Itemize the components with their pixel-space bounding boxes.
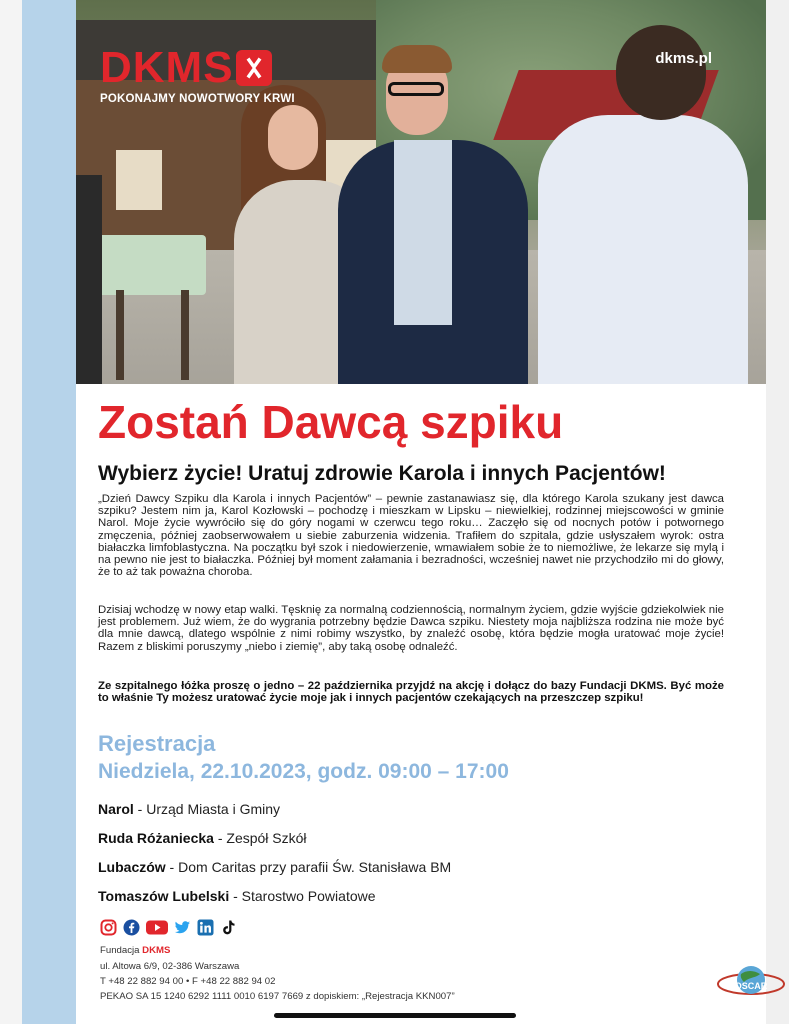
location-item: Ruda Różaniecka - Zespół Szkół [98, 830, 307, 846]
registration-title: Rejestracja [98, 731, 216, 756]
facebook-icon[interactable] [123, 919, 140, 936]
instagram-icon[interactable] [100, 919, 117, 936]
footer-phones: T +48 22 882 94 00 • F +48 22 882 94 02 [100, 976, 276, 987]
footer-org-brand: DKMS [142, 945, 171, 956]
location-town: Narol [98, 801, 134, 817]
dkms-logo [100, 43, 272, 92]
photo-person-left [76, 175, 102, 384]
photo-glasses [388, 82, 444, 96]
logo-tagline: POKONAJMY NOWOTWORY KRWI [100, 93, 295, 105]
logo-text: DKMS [100, 43, 234, 92]
registration-date: Niedziela, 22.10.2023, godz. 09:00 – 17:00 [98, 760, 509, 783]
photo-man-hair [382, 45, 452, 73]
logo-cross-icon [236, 50, 272, 86]
linkedin-icon[interactable] [197, 919, 214, 936]
footer-address: ul. Altowa 6/9, 02-386 Warszawa [100, 961, 240, 972]
photo-man-right [538, 115, 748, 384]
appeal-paragraph: Ze szpitalnego łóżka proszę o jedno – 22 października przyjdź na akcję i dołącz do bazy Fundacji DKMS. Być może to właśnie Ty możesz uratować życie moje jak i innych pacjentów czekających na przeszczep szpiku! [98, 680, 724, 705]
website-link[interactable]: dkms.pl [655, 50, 712, 67]
story-paragraph-1: „Dzień Dawcy Szpiku dla Karola i innych Pacjentów” – pewnie zastanawiasz się, dla którego Karola szukany jest dawca szpiku? Jestem nim ja, Karol Kozłowski – pochodzę i mieszkam w Lipsku – niewielkiej, rodzinnej miejscowości w gminie Narol. Moje życie wywróciło się do góry nogami w czerwcu tego roku… Zaczęło się od nocnych potów i potwornego zmęczenia, później zaobserwowałem u siebie zaburzenia widzenia. Trafiłem do szpitala, gdzie usłyszałem wyrok: ostra białaczka limfoblastyczna. Na początku był szok i niedowierzenie, wmawiałem sobie że to niemożliwe, że lekarze się mylą i na pewno nie jest to białaczka. Później był moment załamania i bezradności, wcześniej nawet nie przychodziło mi do głowy, że to aż tak poważna choroba. [98, 493, 724, 579]
location-item: Lubaczów - Dom Caritas przy parafii Św. Stanisława BM [98, 859, 452, 875]
tiktok-icon[interactable] [220, 919, 237, 936]
left-blue-strip [22, 0, 76, 1024]
photo-woman-face [268, 105, 318, 170]
location-item: Narol - Urząd Miasta i Gminy [98, 801, 281, 817]
location-place: Dom Caritas przy parafii Św. Stanisława BM [178, 859, 452, 875]
twitter-icon[interactable] [174, 919, 191, 936]
hero-photo [76, 0, 766, 384]
location-town: Tomaszów Lubelski [98, 888, 230, 904]
location-town: Lubaczów [98, 859, 166, 875]
footer-org [100, 945, 170, 956]
poster [76, 0, 766, 1024]
photo-man-shirt [394, 140, 452, 325]
footer-bank: PEKAO SA 15 1240 6292 1111 0010 6197 7669 z dopiskiem: „Rejestracja KKN007” [100, 991, 455, 1002]
story-paragraph-2: Dzisiaj wchodzę w nowy etap walki. Tęsknię za normalną codziennością, normalnym życiem, gdzie wyjście gdziekolwiek nie jest problemem. Już wiem, że do wygrania potrzebny będzie Dawca szpiku. Niestety moja najbliższa rodzina nie może być dla mnie dawcą, dlatego wspólnie z nimi robimy wszystko, by znaleźć osobę, która będzie mogła uratować moje życie! Razem z bliskimi poruszymy „niebo i ziemię”, aby taką osobę odnaleźć. [98, 604, 724, 653]
svg-text:OSCAR: OSCAR [734, 981, 768, 991]
right-page-edge [766, 0, 789, 1024]
headline: Zostań Dawcą szpiku [98, 396, 564, 448]
photo-man-right-head [616, 25, 706, 120]
location-place: Zespół Szkół [226, 830, 307, 846]
location-place: Urząd Miasta i Gminy [146, 801, 281, 817]
youtube-icon[interactable] [146, 919, 168, 936]
photo-table [91, 235, 206, 295]
subheadline: Wybierz życie! Uratuj zdrowie Karola i innych Pacjentów! [98, 462, 666, 485]
location-item: Tomaszów Lubelski - Starostwo Powiatowe [98, 888, 376, 904]
home-indicator[interactable] [274, 1013, 516, 1018]
location-place: Starostwo Powiatowe [241, 888, 376, 904]
footer-org-prefix: Fundacja [100, 945, 143, 956]
social-icons [100, 919, 237, 936]
location-town: Ruda Różaniecka [98, 830, 214, 846]
oscar-logo-stamp [716, 962, 786, 1002]
